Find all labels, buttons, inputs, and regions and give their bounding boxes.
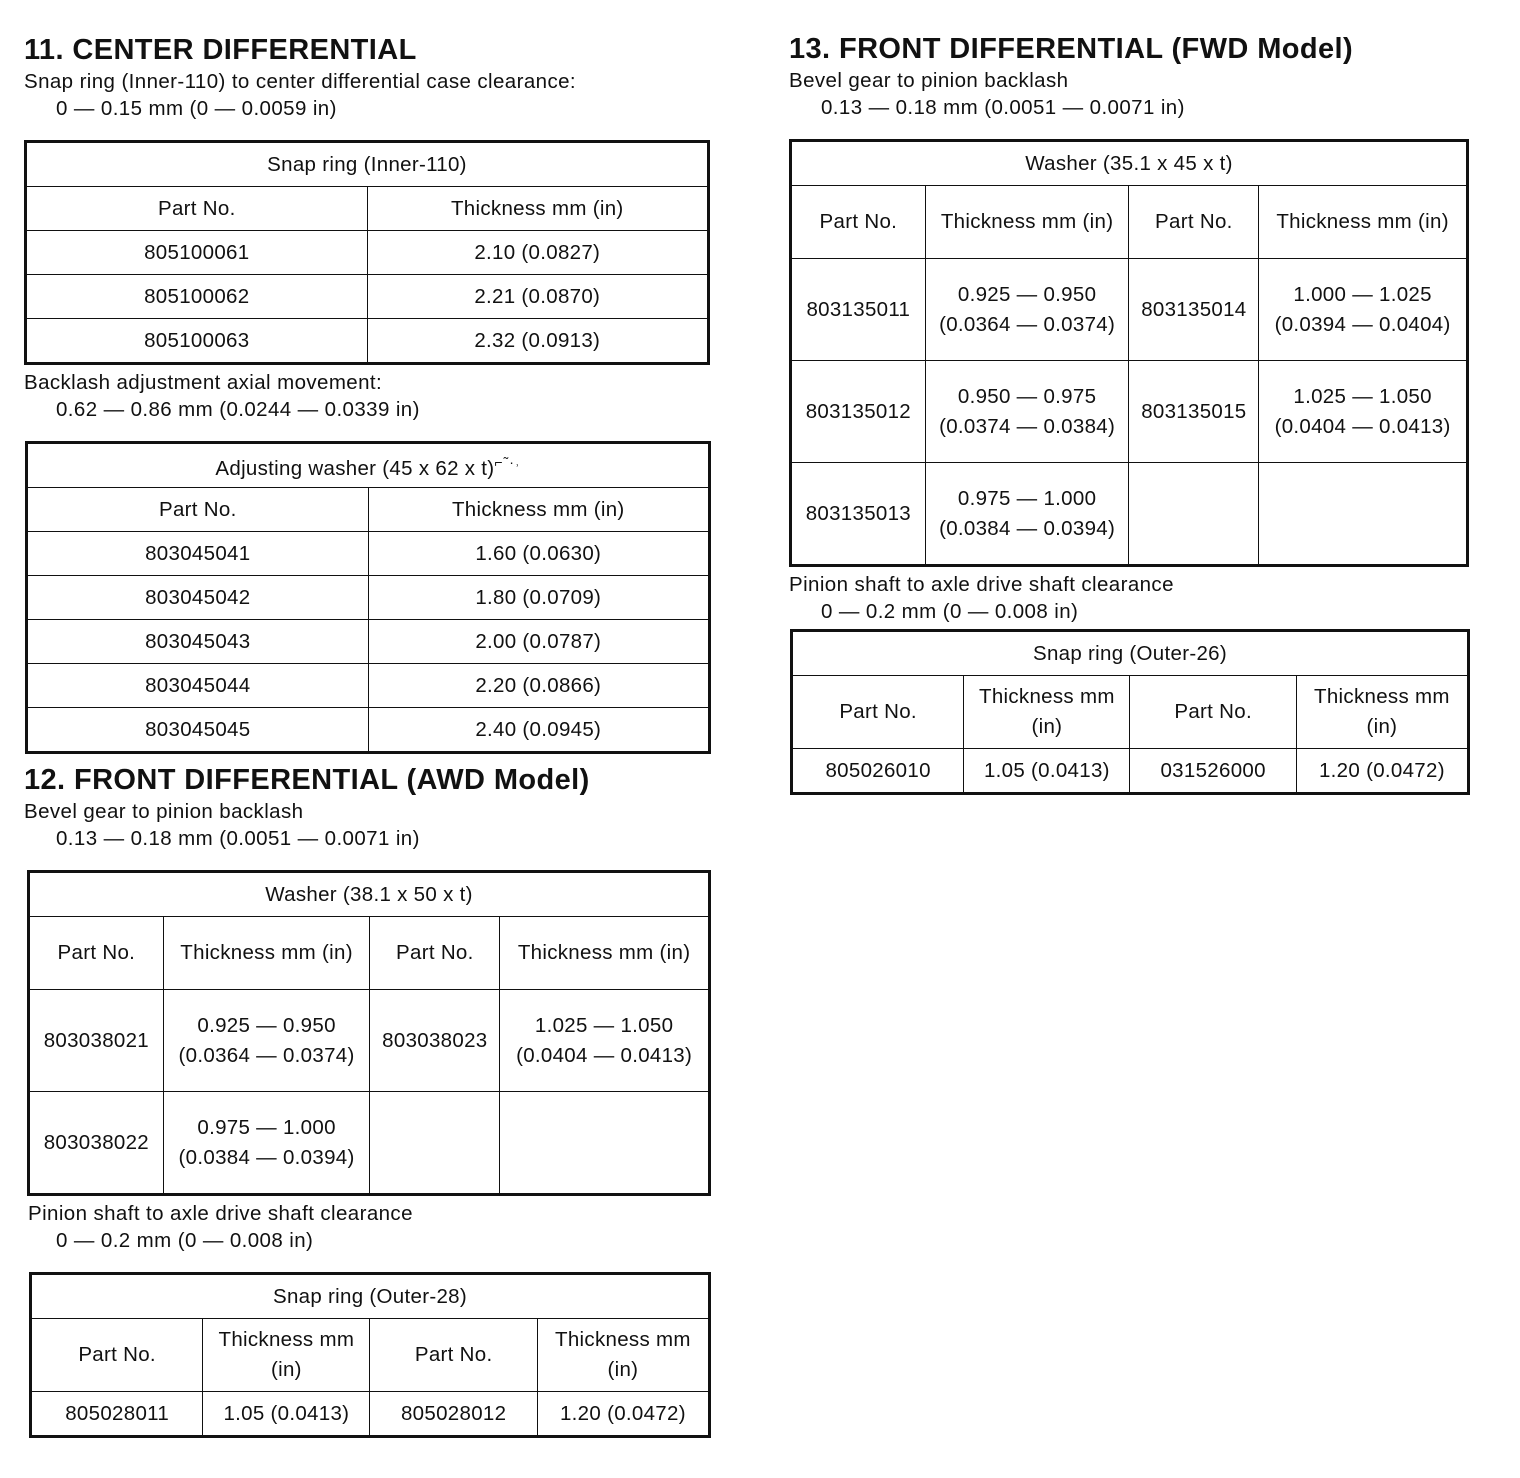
- part-no-cell: 805028011: [31, 1392, 203, 1437]
- table-row: [27, 532, 710, 576]
- part-no-cell: 805026010: [792, 749, 964, 794]
- table-row: [26, 319, 709, 364]
- part-no-cell: 803045041: [27, 532, 369, 576]
- header-thickness: Thickness mm (in): [203, 1319, 370, 1392]
- table-row: [792, 749, 1469, 794]
- table-row: [29, 990, 710, 1092]
- header-part-no: Part No.: [1130, 676, 1296, 749]
- table-row: [27, 620, 710, 664]
- header-thickness: Thickness mm (in): [163, 917, 370, 990]
- table-row: [31, 1392, 710, 1437]
- part-no-cell: 803135015: [1129, 361, 1259, 463]
- part-no-cell: 803038021: [29, 990, 164, 1092]
- part-no-cell: 803045044: [27, 664, 369, 708]
- washer-38-table: [27, 870, 711, 1196]
- table-row: [791, 361, 1468, 463]
- table-caption: Snap ring (Inner-110): [26, 142, 709, 187]
- header-part-no: Part No.: [370, 1319, 537, 1392]
- thickness-cell: [500, 1092, 710, 1195]
- thickness-cell: 2.21 (0.0870): [367, 275, 708, 319]
- table-row: [27, 708, 710, 753]
- thickness-cell: 0.925 — 0.950 (0.0364 — 0.0374): [163, 990, 370, 1092]
- left-column: [24, 34, 712, 1438]
- thickness-cell: 1.025 — 1.050 (0.0404 — 0.0413): [500, 990, 710, 1092]
- header-thickness: Thickness mm (in): [964, 676, 1130, 749]
- washer-35-table: [789, 139, 1469, 567]
- table-row: [26, 231, 709, 275]
- thickness-cell: 0.975 — 1.000 (0.0384 — 0.0394): [925, 463, 1129, 566]
- thickness-cell: 0.925 — 0.950 (0.0364 — 0.0374): [925, 259, 1129, 361]
- header-part-no: Part No.: [31, 1319, 203, 1392]
- part-no-cell: 803135013: [791, 463, 926, 566]
- thickness-cell: 0.950 — 0.975 (0.0374 — 0.0384): [925, 361, 1129, 463]
- table-caption: Washer (35.1 x 45 x t): [791, 141, 1468, 186]
- part-no-cell: 803045043: [27, 620, 369, 664]
- part-no-cell: 803045045: [27, 708, 369, 753]
- part-no-cell: 805100061: [26, 231, 368, 275]
- header-thickness: Thickness mm (in): [537, 1319, 709, 1392]
- part-no-cell: 805100062: [26, 275, 368, 319]
- table-row: [791, 259, 1468, 361]
- table-row: [791, 463, 1468, 566]
- section-13-spec1-label: Bevel gear to pinion backlash: [789, 69, 1069, 92]
- header-thickness: Thickness mm (in): [500, 917, 710, 990]
- pencil-mark-icon: ⌐˜·˒: [494, 454, 521, 471]
- adjusting-washer-table: [25, 441, 711, 754]
- part-no-cell: [1129, 463, 1259, 566]
- section-12-spec2-value: 0 — 0.2 mm (0 — 0.008 in): [56, 1229, 314, 1252]
- thickness-cell: 2.32 (0.0913): [367, 319, 708, 364]
- thickness-cell: 1.05 (0.0413): [964, 749, 1130, 794]
- table-row: [27, 664, 710, 708]
- header-thickness: Thickness mm (in): [1296, 676, 1468, 749]
- thickness-cell: 1.05 (0.0413): [203, 1392, 370, 1437]
- section-13-spec2-value: 0 — 0.2 mm (0 — 0.008 in): [821, 600, 1079, 623]
- section-12-spec1-label: Bevel gear to pinion backlash: [24, 800, 304, 823]
- table-caption: Snap ring (Outer-28): [31, 1274, 710, 1319]
- section-12-title: 12. FRONT DIFFERENTIAL (AWD Model): [24, 764, 590, 796]
- thickness-cell: 2.40 (0.0945): [368, 708, 709, 753]
- thickness-cell: 1.20 (0.0472): [537, 1392, 709, 1437]
- thickness-cell: [1259, 463, 1468, 566]
- header-part-no: Part No.: [370, 917, 500, 990]
- header-part-no: Part No.: [29, 917, 164, 990]
- table-caption: Adjusting washer (45 x 62 x t): [215, 456, 495, 480]
- part-no-cell: 803135012: [791, 361, 926, 463]
- section-11-spec1-label: Snap ring (Inner-110) to center differential case clearance:: [24, 70, 576, 93]
- section-12-spec2-label: Pinion shaft to axle drive shaft clearance: [28, 1202, 413, 1225]
- thickness-cell: 0.975 — 1.000 (0.0384 — 0.0394): [163, 1092, 370, 1195]
- snap-ring-inner-110-table: [24, 140, 710, 365]
- section-13-title: 13. FRONT DIFFERENTIAL (FWD Model): [789, 33, 1354, 65]
- section-11-spec2-value: 0.62 — 0.86 mm (0.0244 — 0.0339 in): [56, 398, 420, 421]
- section-11-title: 11. CENTER DIFFERENTIAL: [24, 34, 417, 66]
- part-no-cell: 805028012: [370, 1392, 537, 1437]
- thickness-cell: 2.10 (0.0827): [367, 231, 708, 275]
- part-no-cell: 803135014: [1129, 259, 1259, 361]
- part-no-cell: 805100063: [26, 319, 368, 364]
- header-thickness: Thickness mm (in): [925, 186, 1129, 259]
- thickness-cell: 2.00 (0.0787): [368, 620, 709, 664]
- part-no-cell: 803135011: [791, 259, 926, 361]
- thickness-cell: 2.20 (0.0866): [368, 664, 709, 708]
- snap-ring-outer-28-table: [29, 1272, 711, 1438]
- table-row: [27, 576, 710, 620]
- table-row: [26, 275, 709, 319]
- section-11-spec2-label: Backlash adjustment axial movement:: [24, 371, 383, 394]
- header-thickness: Thickness mm (in): [367, 187, 708, 231]
- part-no-cell: 803038022: [29, 1092, 164, 1195]
- part-no-cell: [370, 1092, 500, 1195]
- thickness-cell: 1.60 (0.0630): [368, 532, 709, 576]
- header-thickness: Thickness mm (in): [368, 488, 709, 532]
- table-caption: Washer (38.1 x 50 x t): [29, 872, 710, 917]
- header-thickness: Thickness mm (in): [1259, 186, 1468, 259]
- table-caption: Snap ring (Outer-26): [792, 631, 1469, 676]
- header-part-no: Part No.: [792, 676, 964, 749]
- right-column: [789, 33, 1471, 795]
- table-row: [29, 1092, 710, 1195]
- thickness-cell: 1.025 — 1.050 (0.0404 — 0.0413): [1259, 361, 1468, 463]
- part-no-cell: 031526000: [1130, 749, 1296, 794]
- snap-ring-outer-26-table: [790, 629, 1470, 795]
- section-13-spec2-label: Pinion shaft to axle drive shaft clearance: [789, 573, 1174, 596]
- header-part-no: Part No.: [791, 186, 926, 259]
- section-12-spec1-value: 0.13 — 0.18 mm (0.0051 — 0.0071 in): [56, 827, 420, 850]
- section-11-spec1-value: 0 — 0.15 mm (0 — 0.0059 in): [56, 97, 337, 120]
- thickness-cell: 1.20 (0.0472): [1296, 749, 1468, 794]
- header-part-no: Part No.: [1129, 186, 1259, 259]
- thickness-cell: 1.80 (0.0709): [368, 576, 709, 620]
- header-part-no: Part No.: [26, 187, 368, 231]
- section-13-spec1-value: 0.13 — 0.18 mm (0.0051 — 0.0071 in): [821, 96, 1185, 119]
- part-no-cell: 803045042: [27, 576, 369, 620]
- header-part-no: Part No.: [27, 488, 369, 532]
- thickness-cell: 1.000 — 1.025 (0.0394 — 0.0404): [1259, 259, 1468, 361]
- part-no-cell: 803038023: [370, 990, 500, 1092]
